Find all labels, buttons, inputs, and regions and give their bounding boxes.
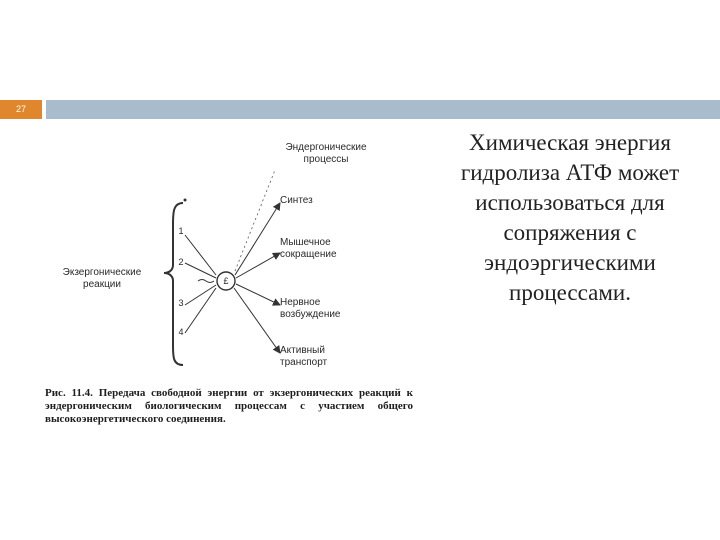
arrow-transport	[234, 288, 280, 353]
wavy-line	[198, 280, 214, 283]
process-synthesis: Синтез	[280, 195, 313, 206]
reaction-number-2: 2	[178, 257, 184, 267]
reaction-number-3: 3	[178, 298, 184, 308]
endergonic-title: Эндергонические процессы	[285, 142, 367, 165]
caption-text: Передача свободной энергии от экзергонических реакций к эндергоническим биологическим процессам с участием общего высокоэнергетического соединения.	[45, 387, 413, 425]
process-nerve-excitation: Нервное возбуждение	[280, 297, 341, 320]
reaction-number-4: 4	[178, 327, 184, 337]
process-muscle-contraction: Мышечное сокращение	[280, 237, 337, 260]
header-bar	[46, 100, 720, 119]
center-symbol: £	[223, 276, 229, 286]
input-line-1	[185, 235, 216, 275]
energy-coupling-figure	[40, 125, 440, 445]
arrow-nerve	[236, 284, 280, 305]
slide-number: 27	[0, 100, 42, 119]
main-text: Химическая энергия гидролиза АТФ может использоваться для сопряжения с эндоэргическими процессами.	[460, 130, 680, 305]
figure-caption	[45, 387, 413, 426]
dot-marker	[184, 199, 187, 202]
caption-figure-number: Рис. 11.4.	[45, 387, 93, 399]
input-line-2	[185, 263, 216, 278]
reaction-number-1: 1	[178, 226, 184, 236]
process-active-transport: Активный транспорт	[280, 345, 328, 368]
arrow-muscle	[236, 253, 280, 278]
exergonic-label: Экзергонические реакции	[62, 267, 142, 290]
